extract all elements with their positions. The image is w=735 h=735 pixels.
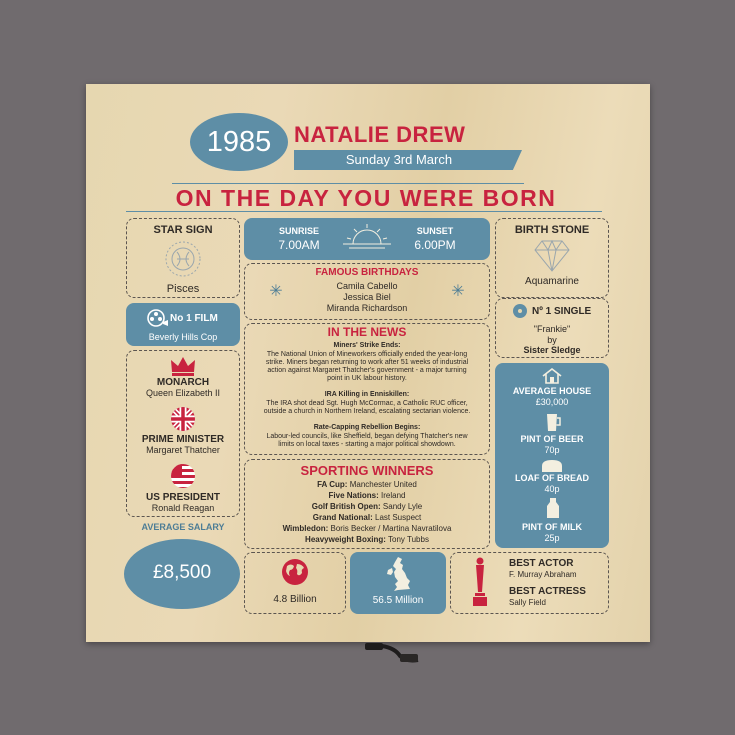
sport-label: Wimbledon: (282, 524, 329, 533)
sparkle-icon: ✳ (451, 283, 465, 300)
crown-icon (169, 355, 197, 377)
news-heading: IRA Killing in Enniskillen: (324, 391, 410, 398)
sport-row (244, 524, 490, 533)
star-sign-value: Pisces (166, 283, 200, 295)
news-line: point in UK labour history. (327, 375, 407, 382)
news-heading: Rate-Capping Rebellion Begins: (313, 424, 421, 431)
sport-row (244, 535, 490, 544)
sport-label: Five Nations: (328, 491, 379, 500)
sport-value: Last Suspect (375, 513, 422, 522)
president-title: US PRESIDENT (146, 492, 220, 503)
header-rule (172, 183, 524, 184)
beer-pint-icon (545, 412, 561, 432)
president-value: Ronald Reagan (151, 503, 215, 513)
house-title: AVERAGE HOUSE (512, 386, 592, 396)
headline: ON THE DAY YOU WERE BORN (175, 185, 557, 211)
sparkle-icon: ✳ (269, 283, 283, 300)
sport-label: Golf British Open: (311, 502, 381, 511)
sun-horizon-icon (341, 222, 393, 252)
famous-birthday-name: Camila Cabello (336, 281, 398, 291)
sport-value: Sandy Lyle (382, 502, 423, 511)
news-title: IN THE NEWS (327, 325, 407, 339)
no1-single-artist: Sister Sledge (523, 345, 581, 355)
person-name: NATALIE DREW (294, 122, 466, 147)
news-line: The National Union of Mineworkers officially ended the year-long (266, 351, 468, 358)
sport-row (244, 502, 490, 511)
diamond-icon (532, 238, 572, 274)
house-value: £30,000 (535, 397, 569, 407)
bread-value: 40p (544, 484, 560, 494)
pm-title: PRIME MINISTER (141, 434, 225, 445)
birth-date: Sunday 3rd March (345, 152, 453, 167)
no1-film-title: No 1 FILM (170, 313, 218, 324)
bread-loaf-icon (540, 459, 564, 473)
sunset-label: SUNSET (416, 226, 454, 236)
news-line: action against Margaret Thatcher's government - a major turning (267, 367, 467, 374)
vinyl-record-icon (512, 303, 528, 319)
uk-map-icon (386, 556, 412, 592)
pisces-icon (163, 239, 203, 279)
salary-title: AVERAGE SALARY (141, 522, 225, 532)
keepsake-board (86, 84, 650, 642)
milk-title: PINT OF MILK (522, 522, 582, 532)
no1-single-song: "Frankie" (533, 324, 571, 334)
sunset-time: 6.00PM (414, 238, 456, 252)
uk-population-value: 56.5 Million (372, 595, 424, 606)
no1-film-value: Beverly Hills Cop (148, 332, 218, 342)
box-clasp (362, 640, 424, 666)
best-actor-title: BEST ACTOR (509, 558, 574, 569)
globe-icon (281, 558, 309, 586)
union-jack-icon (170, 406, 196, 432)
news-line: The IRA shot dead Sgt. Hugh McCormac, a Catholic RUC officer, (266, 400, 468, 407)
headline-rule (126, 211, 602, 212)
sport-title: SPORTING WINNERS (300, 463, 434, 478)
salary-value: £8,500 (152, 562, 212, 583)
sport-value: Ireland (381, 491, 406, 500)
sport-value: Manchester United (349, 480, 417, 489)
star-sign-title: STAR SIGN (153, 224, 213, 236)
milk-bottle-icon (546, 497, 560, 519)
house-icon (542, 368, 562, 384)
beer-title: PINT OF BEER (520, 434, 584, 444)
sport-value: Tony Tubbs (388, 535, 429, 544)
sport-row (244, 491, 490, 500)
birth-stone-title: BIRTH STONE (514, 224, 590, 236)
sunrise-label: SUNRISE (278, 226, 319, 236)
famous-birthdays-title: FAMOUS BIRTHDAYS (315, 267, 419, 278)
best-actress-title: BEST ACTRESS (509, 586, 586, 597)
sport-label: FA Cup: (317, 480, 348, 489)
sunrise-time: 7.00AM (278, 238, 320, 252)
monarch-title: MONARCH (156, 377, 210, 388)
best-actor-value: F. Murray Abraham (509, 570, 577, 579)
film-reel-icon (146, 308, 168, 328)
year: 1985 (206, 126, 272, 158)
world-population-value: 4.8 Billion (273, 594, 317, 605)
news-line: limits on local taxes - starting a major political showdown. (278, 441, 456, 448)
monarch-value: Queen Elizabeth II (145, 388, 221, 398)
no1-single-by: by (547, 335, 557, 345)
no1-single-title: Nº 1 SINGLE (532, 306, 592, 317)
famous-birthday-name: Jessica Biel (343, 292, 391, 302)
bread-title: LOAF OF BREAD (515, 473, 589, 483)
famous-birthday-name: Miranda Richardson (326, 303, 408, 313)
news-heading: Miners' Strike Ends: (333, 342, 401, 349)
milk-value: 25p (544, 533, 560, 543)
sport-row (244, 480, 490, 489)
oscar-statuette-icon (470, 556, 490, 608)
news-line: outside a church in Northern Ireland, escalating sectarian violence. (263, 408, 471, 415)
sport-label: Heavyweight Boxing: (305, 535, 386, 544)
sport-label: Grand National: (312, 513, 373, 522)
birth-stone-value: Aquamarine (525, 276, 579, 287)
news-line: Labour-led councils, like Sheffield, began defying Thatcher's new (266, 433, 468, 440)
beer-value: 70p (544, 445, 560, 455)
best-actress-value: Sally Field (509, 598, 546, 607)
news-line: strike. Miners began returning to work after 51 weeks of industrial (265, 359, 469, 366)
sport-row (244, 513, 490, 522)
pm-value: Margaret Thatcher (146, 445, 220, 455)
sport-value: Boris Becker / Martina Navratilova (330, 524, 452, 533)
us-flag-icon (170, 463, 196, 489)
